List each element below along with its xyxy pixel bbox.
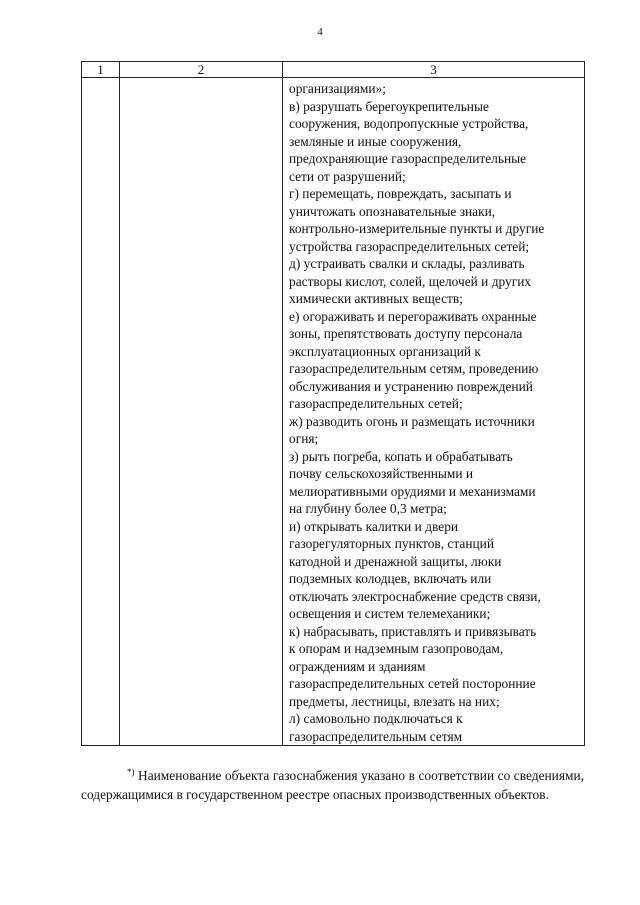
text-line: и) открывать калитки и двери (289, 518, 459, 534)
text-line: отключать электроснабжение средств связи, (289, 588, 541, 604)
text-line: д) устраивать свалки и склады, разливать (289, 256, 525, 271)
text-line: ж) разводить огонь и размещать источники (289, 413, 535, 429)
text-line: уничтожать опознавательные знаки, (289, 203, 496, 219)
hazard-zone-table (81, 61, 585, 746)
column-3-cell (283, 78, 585, 746)
text-line: огня; (289, 431, 319, 446)
page-number: 4 (317, 26, 323, 38)
text-line: ограждениям и зданиям (289, 658, 426, 674)
text-line: е) огораживать и перегораживать охранные (289, 308, 537, 324)
text-line: г) перемещать, повреждать, засыпать и (289, 186, 512, 201)
text-line: з) рыть погреба, копать и обрабатывать (289, 448, 513, 464)
text-line: катодной и дренажной защиты, люки (289, 553, 502, 569)
text-line: к) набрасывать, приставлять и привязывать (289, 623, 537, 639)
table-header-row (82, 62, 585, 78)
text-line: эксплуатационных организаций к (289, 343, 481, 359)
text-line: газораспределительным сетям, проведению (289, 361, 539, 376)
text-line: освещения и систем телемеханики; (289, 606, 491, 621)
text-line: контрольно-измерительные пункты и другие (289, 221, 545, 236)
text-line: зоны, препятствовать доступу персонала (289, 326, 523, 341)
text-line: в) разрушать берегоукрепительные (289, 98, 489, 114)
text-line: газораспределительным сетям (289, 728, 463, 744)
column-header-2: 2 (120, 62, 283, 78)
text-line: почву сельскохозяйственными и (289, 466, 474, 481)
text-line: на глубину более 0,3 метра; (289, 501, 447, 516)
footnote (81, 763, 584, 804)
text-line: газораспределительных сетей посторонние (289, 676, 536, 691)
text-line: газораспределительных сетей; (289, 396, 463, 411)
column-header-3: 3 (283, 62, 585, 78)
text-line: л) самовольно подключаться к (289, 711, 463, 726)
text-line: химически активных веществ; (289, 291, 463, 306)
text-line: предохраняющие газораспределительные (289, 151, 527, 166)
text-line: земляные и иные сооружения, (289, 133, 462, 149)
text-line: сооружения, водопропускные устройства, (289, 116, 529, 131)
text-line: мелиоративными орудиями и механизмами (289, 483, 536, 499)
text-line: растворы кислот, солей, щелочей и других (289, 273, 532, 289)
footnote-text: Наименование объекта газоснабжения указано в соответствии со сведениями, содержащимися в государственном реестре опасных производственных объектов. (81, 768, 584, 802)
text-line: устройства газораспределительных сетей; (289, 238, 530, 254)
text-line: сети от разрушений; (289, 168, 406, 184)
table-row (82, 78, 585, 746)
restrictions-text (283, 78, 584, 745)
text-line: газорегуляторных пунктов, станций (289, 536, 495, 551)
footnote-marker: *) (127, 767, 135, 777)
text-line: подземных колодцев, включать или (289, 571, 492, 586)
text-line: предметы, лестницы, влезать на них; (289, 693, 500, 709)
column-1-cell (82, 78, 120, 746)
text-line: обслуживания и устранению повреждений (289, 378, 533, 394)
text-line: к опорам и надземным газопроводам, (289, 641, 504, 656)
column-header-1: 1 (82, 62, 120, 78)
column-2-cell (120, 78, 283, 746)
text-line: организациями»; (289, 81, 386, 96)
